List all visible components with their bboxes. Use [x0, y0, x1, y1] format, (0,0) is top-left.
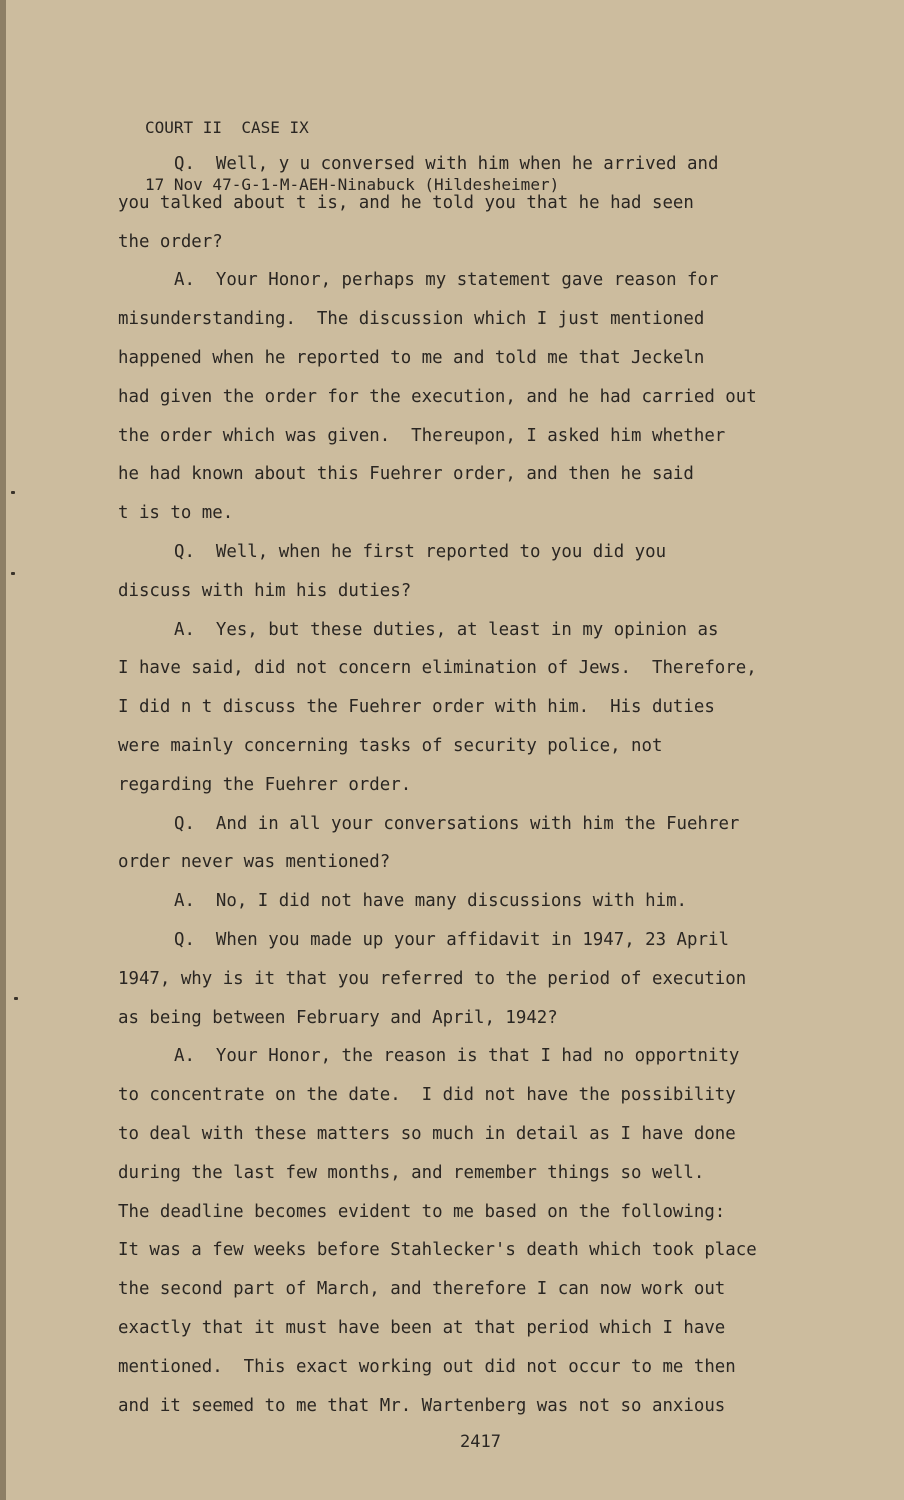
transcript-line: to deal with these matters so much in detail as I have done — [118, 1123, 736, 1144]
transcript-line: A. Your Honor, perhaps my statement gave reason for — [174, 270, 719, 291]
transcript-line: A. Yes, but these duties, at least in my opinion as — [174, 619, 719, 640]
transcript-line: regarding the Fuehrer order. — [118, 774, 412, 795]
transcript-line: during the last few months, and remember things so well. — [118, 1162, 705, 1183]
margin-mark — [14, 997, 18, 1000]
transcript-line: Q. And in all your conversations with him the Fuehrer — [174, 813, 740, 834]
transcript-line: mentioned. This exact working out did not occur to me then — [118, 1356, 736, 1377]
transcript-line: Q. Well, when he first reported to you did you — [174, 541, 667, 562]
page-number: 2417 — [460, 1432, 501, 1452]
court-case-heading: COURT II CASE IX — [145, 118, 309, 137]
transcript-line: the order? — [118, 231, 223, 252]
transcript-line: t is to me. — [118, 503, 234, 524]
page-edge — [0, 0, 6, 1500]
transcript-line: to concentrate on the date. I did not have the possibility — [118, 1085, 736, 1106]
transcript-line: misunderstanding. The discussion which I just mentioned — [118, 309, 705, 330]
transcript-line: order never was mentioned? — [118, 852, 391, 873]
transcript-line: I did n t discuss the Fuehrer order with him. His duties — [118, 697, 715, 718]
transcript-line: A. No, I did not have many discussions with him. — [174, 891, 688, 912]
transcript-line: A. Your Honor, the reason is that I had no opportnity — [174, 1046, 740, 1067]
transcript-line: as being between February and April, 1942? — [118, 1007, 558, 1028]
transcript-line: discuss with him his duties? — [118, 580, 412, 601]
margin-mark — [11, 491, 15, 494]
transcript-line: happened when he reported to me and told me that Jeckeln — [118, 347, 705, 368]
transcript-line: 1947, why is it that you referred to the period of execution — [118, 968, 747, 989]
transcript-line: the second part of March, and therefore I can now work out — [118, 1279, 726, 1300]
margin-mark — [11, 572, 15, 575]
transcript-line: the order which was given. Thereupon, I asked him whether — [118, 425, 726, 446]
transcript-line: Q. Well, y u conversed with him when he arrived and — [174, 154, 719, 174]
transcript-line: he had known about this Fuehrer order, and then he said — [118, 464, 694, 485]
session-reference: 17 Nov 47-G-1-M-AEH-Ninabuck (Hildesheimer) — [145, 175, 560, 194]
transcript-line: I have said, did not concern elimination of Jews. Therefore, — [118, 658, 757, 679]
transcript-line: were mainly concerning tasks of security police, not — [118, 735, 663, 756]
transcript-line: Q. When you made up your affidavit in 1947, 23 April — [174, 929, 729, 950]
transcript-body — [118, 145, 830, 1425]
transcript-line: The deadline becomes evident to me based on the following: — [118, 1201, 726, 1222]
transcript-line: had given the order for the execution, and he had carried out — [118, 386, 757, 407]
transcript-line: you talked about t is, and he told you that he had seen — [118, 192, 694, 213]
transcript-line: and it seemed to me that Mr. Wartenberg was not so anxious — [118, 1395, 726, 1416]
transcript-line: It was a few weeks before Stahlecker's death which took place — [118, 1240, 757, 1261]
transcript-line: exactly that it must have been at that period which I have — [118, 1317, 726, 1338]
